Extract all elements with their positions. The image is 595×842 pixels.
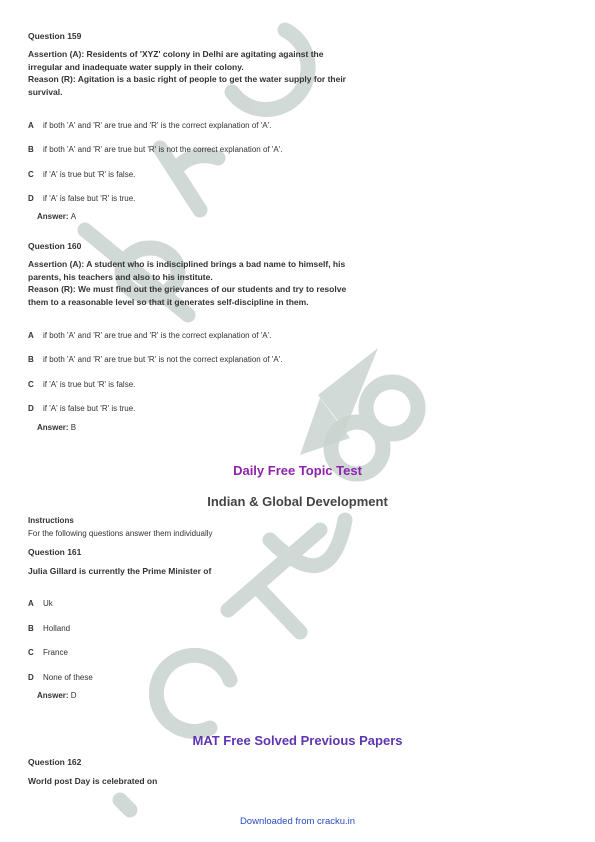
footer-download-link[interactable]: Downloaded from cracku.in [239, 816, 356, 827]
question-160-heading: Question 160 [28, 241, 82, 251]
q161-option-b[interactable]: B Holland [28, 624, 71, 633]
q160-option-c[interactable]: C if 'A' is true but 'R' is false. [28, 380, 136, 389]
question-161-heading: Question 161 [28, 547, 82, 557]
q161-option-a[interactable]: A Uk [28, 599, 53, 608]
question-159-text: Assertion (A): Residents of 'XYZ' colony in Delhi are agitating against the irregular and inadequate water supply in their colony. Reason (R): Agitation is a basic right of people to get the water supply for their survival. [28, 49, 346, 97]
mat-free-solved-papers-link[interactable]: MAT Free Solved Previous Papers [192, 733, 403, 748]
q159-answer: Answer: A [37, 212, 77, 221]
instructions-text: For the following questions answer them individually [28, 529, 213, 538]
question-161-text: Julia Gillard is currently the Prime Minister of [28, 566, 212, 576]
q159-option-b[interactable]: B if both 'A' and 'R' are true but 'R' is not the correct explanation of 'A'. [28, 145, 283, 154]
q160-option-a[interactable]: A if both 'A' and 'R' are true and 'R' is the correct explanation of 'A'. [28, 331, 272, 340]
instructions-heading: Instructions [28, 516, 74, 525]
q160-option-d[interactable]: D if 'A' is false but 'R' is true. [28, 404, 136, 413]
question-162-text: World post Day is celebrated on [28, 776, 158, 786]
question-162-heading: Question 162 [28, 757, 82, 767]
section-title: Indian & Global Development [207, 494, 388, 509]
q159-option-d[interactable]: D if 'A' is false but 'R' is true. [28, 194, 136, 203]
q160-option-b[interactable]: B if both 'A' and 'R' are true but 'R' is not the correct explanation of 'A'. [28, 355, 283, 364]
q161-option-d[interactable]: D None of these [28, 673, 93, 682]
daily-free-topic-test-link[interactable]: Daily Free Topic Test [233, 463, 362, 478]
q159-option-a[interactable]: A if both 'A' and 'R' are true and 'R' is the correct explanation of 'A'. [28, 121, 272, 130]
question-160-text: Assertion (A): A student who is indisciplined brings a bad name to himself, his parents, his teachers and also to his institute. Reason (R): We must find out the grievances of our students and try to resolve them to a reasonable level so that it generates self-discipline in them. [28, 259, 347, 307]
q161-option-c[interactable]: C France [28, 648, 68, 657]
q159-option-c[interactable]: C if 'A' is true but 'R' is false. [28, 170, 136, 179]
question-159-heading: Question 159 [28, 31, 82, 41]
q160-answer: Answer: B [37, 423, 77, 432]
q161-answer: Answer: D [37, 691, 77, 700]
